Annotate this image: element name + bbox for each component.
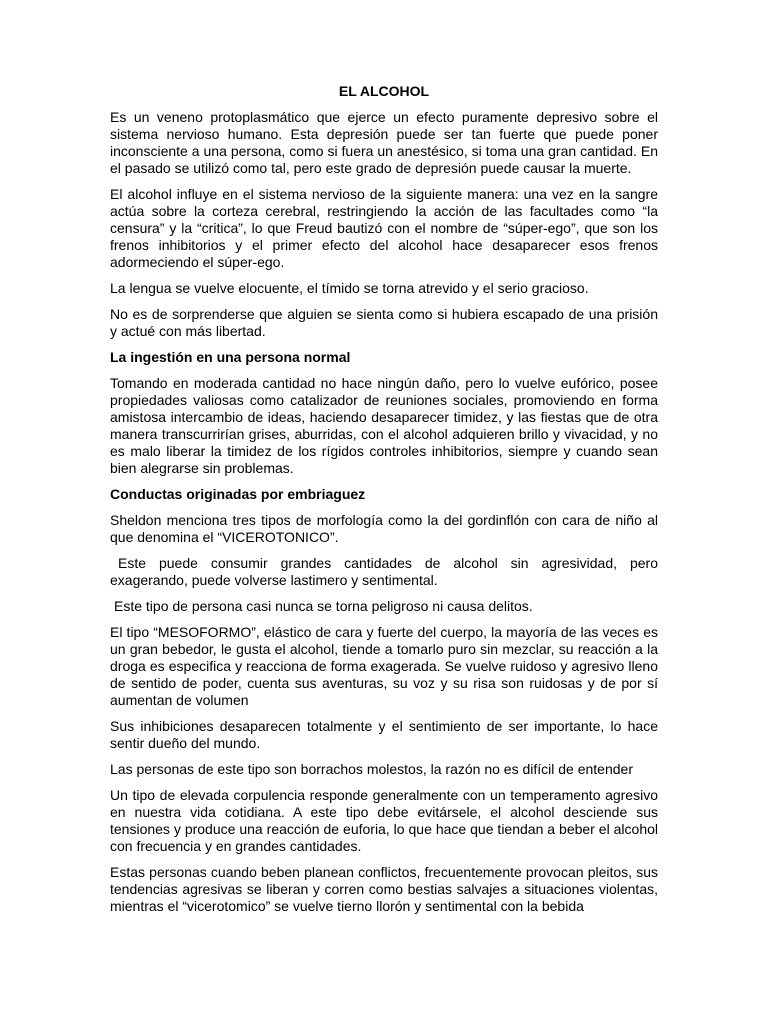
paragraph-sheldon: Sheldon menciona tres tipos de morfología como la del gordinflón con cara de niño al que denomina el “VICEROTONICO”. xyxy=(110,512,658,545)
paragraph-prison: No es de sorprenderse que alguien se sienta como si hubiera escapado de una prisión y actué con más libertad. xyxy=(110,306,658,339)
paragraph-nervous-system: El alcohol influye en el sistema nervioso de la siguiente manera: una vez en la sangre actúa sobre la corteza cerebral, restringiendo la acción de las facultades como “la censura” y la “critica”, lo que Freud bautizó con el nombre de “súper-ego”, que son los frenos inhibitorios y el primer efecto del alcohol hace desaparecer esos frenos adormeciendo el súper-ego. xyxy=(110,186,658,270)
paragraph-tongue: La lengua se vuelve elocuente, el tímido se torna atrevido y el serio gracioso. xyxy=(110,280,589,296)
heading-conducts: Conductas originadas por embriaguez xyxy=(110,486,366,502)
document-title: EL ALCOHOL xyxy=(338,83,430,99)
paragraph-inhibitions: Sus inhibiciones desaparecen totalmente y el sentimiento de ser importante, lo hace sentir dueño del mundo. xyxy=(110,718,658,751)
paragraph-corpulence: Un tipo de elevada corpulencia responde generalmente con un temperamento agresivo en nuestra vida cotidiana. A este tipo debe evitársele, el alcohol desciende sus tensiones y produce una reacción de euforia, lo que hace que tiendan a beber el alcohol con frecuencia y en grandes cantidades. xyxy=(110,787,658,854)
paragraph-conflicts: Estas personas cuando beben planean conflictos, frecuentemente provocan pleitos, sus tendencias agresivas se liberan y corren como bestias salvajes a situaciones violentas, mientras el “vicerotomico” se vuelve tierno llorón y sentimental con la bebida xyxy=(110,864,658,914)
paragraph-moderate: Tomando en moderada cantidad no hace ningún daño, pero lo vuelve eufórico, posee propiedades valiosas como catalizador de reuniones sociales, promoviendo en forma amistosa intercambio de ideas, haciendo desaparecer timidez, y las fiestas que de otra manera transcurrirían grises, aburridas, con el alcohol adquieren brillo y vivacidad, y no es malo liberar la timidez de los rígidos controles inhibitorios, siempre y cuando sean bien alegrarse sin problemas. xyxy=(110,375,658,476)
paragraph-intro: Es un veneno protoplasmático que ejerce un efecto puramente depresivo sobre el sistema nervioso humano. Esta depresión puede ser tan fuerte que puede poner inconsciente a una persona, como si fuera un anestésico, si toma una gran cantidad. En el pasado se utilizó como tal, pero este grado de depresión puede causar la muerte. xyxy=(110,109,658,176)
paragraph-mesoformo: El tipo “MESOFORMO”, elástico de cara y fuerte del cuerpo, la mayoría de las veces es un gran bebedor, le gusta el alcohol, tiende a tomarlo puro sin mezclar, su reacción a la droga es especifica y reacciona de forma exagerada. Se vuelve ruidoso y agresivo lleno de sentido de poder, cuenta sus aventuras, su voz y su risa son ruidosas y de por sí aumentan de volumen xyxy=(110,624,658,708)
heading-normal-person: La ingestión en una persona normal xyxy=(110,349,351,365)
document-page xyxy=(110,83,658,924)
paragraph-drunks: Las personas de este tipo son borrachos molestos, la razón no es difícil de entender xyxy=(110,761,633,777)
paragraph-vicerotonico: Este puede consumir grandes cantidades de alcohol sin agresividad, pero exagerando, puede volverse lastimero y sentimental. xyxy=(110,555,658,588)
paragraph-not-dangerous: Este tipo de persona casi nunca se torna peligroso ni causa delitos. xyxy=(114,598,533,614)
